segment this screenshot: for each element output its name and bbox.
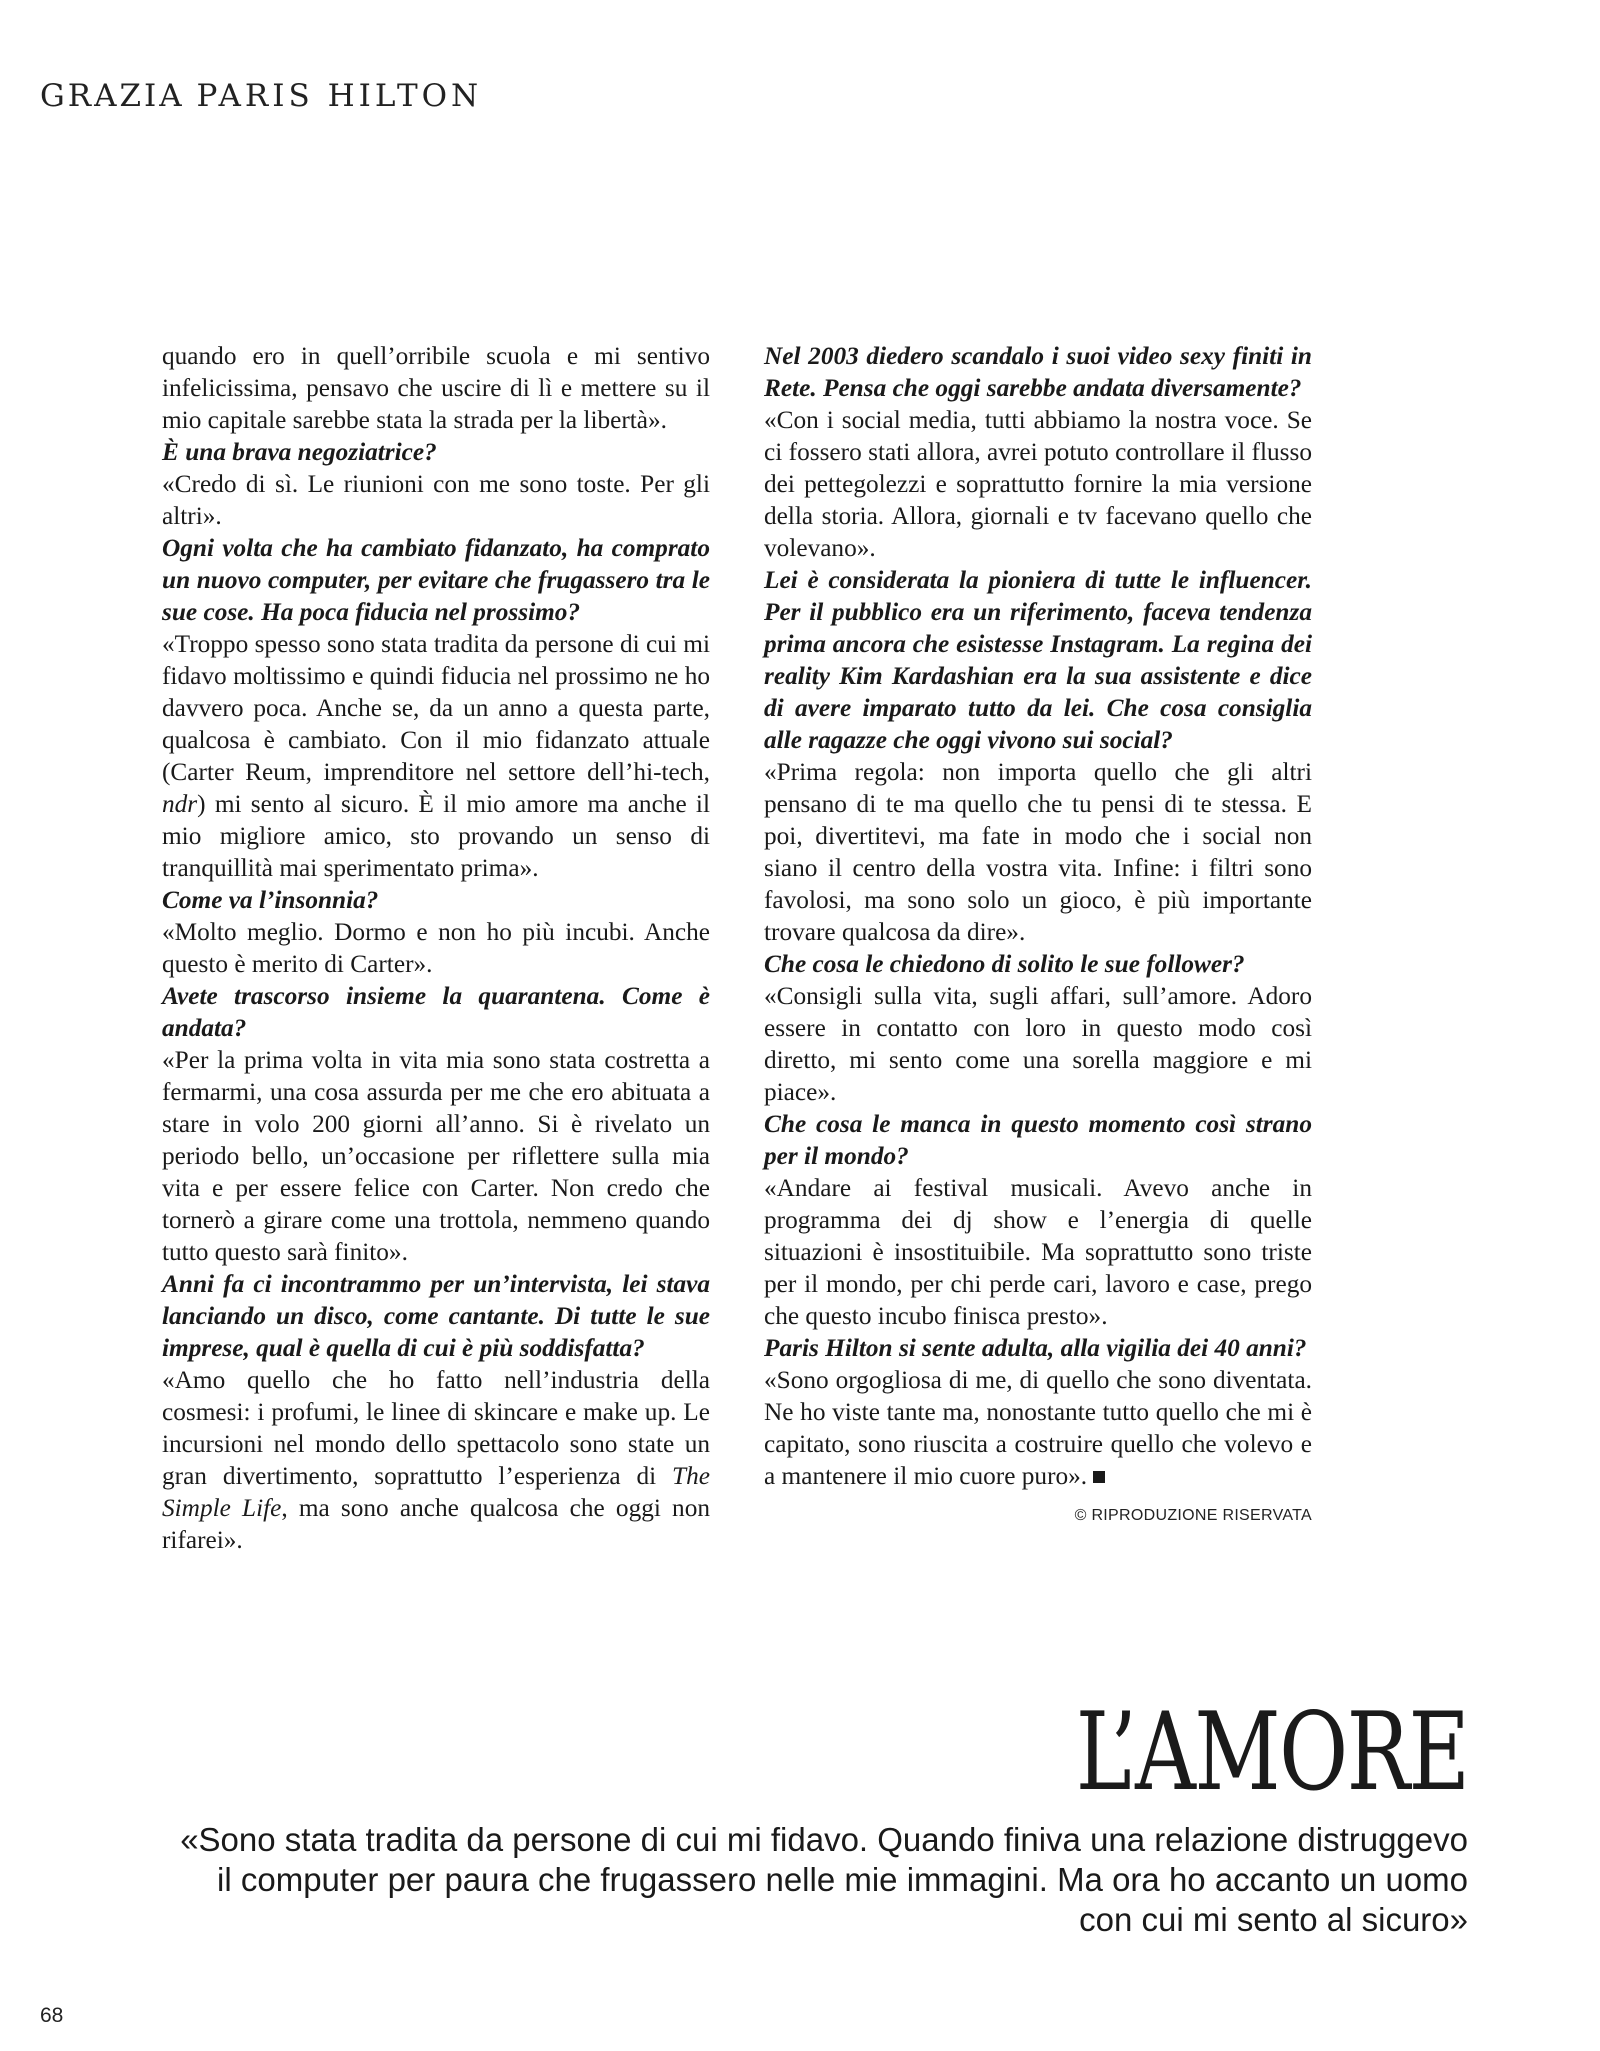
answer-text: «Per la prima volta in vita mia sono stata costretta a fermarmi, una cosa assurda per me che ero abituata a stare in volo 200 giorni all’anno. Si è rivelato un periodo bello, un’occasione per riflettere sulla mia vita e per essere felice con Carter. Non credo che tornerò a girare come una trottola, nemmeno quando tutto questo sarà finito». [162,1046,710,1266]
interview-question [764,1332,1312,1364]
question-text: Che cosa le manca in questo momento così strano per il mondo? [764,1110,1312,1170]
answer-text: «Credo di sì. Le riunioni con me sono toste. Per gli altri». [162,470,710,530]
pull-quote: «Sono stata tradita da persone di cui mi fidavo. Quando finiva una relazione distruggevo il computer per paura che frugassero nelle mie immagini. Ma ora ho accanto un uomo con cui mi sento al sicuro» [180,1821,1468,1938]
interview-answer [764,1364,1312,1492]
italic-term: ndr [162,790,198,818]
interview-answer [162,468,710,532]
interview-question [162,980,710,1044]
answer-text: «Molto meglio. Dormo e non ho più incubi. Anche questo è merito di Carter». [162,918,710,978]
article-column-right [764,340,1312,1532]
answer-text: , ma sono anche qualcosa che oggi non rifarei». [162,1494,711,1554]
question-text: Avete trascorso insieme la quarantena. Come è andata? [162,982,710,1042]
running-header [40,78,482,114]
interview-question [162,532,710,628]
answer-text: «Troppo spesso sono stata tradita da persone di cui mi fidavo moltissimo e quindi fiducia nel prossimo ne ho davvero poca. Anche se, da un anno a questa parte, qualcosa è cambiato. Con il mio fidanzato attuale (Carter Reum, imprenditore nel settore dell’hi-tech, [162,630,710,786]
interview-answer [764,1172,1312,1332]
answer-text: «Sono orgogliosa di me, di quello che sono diventata. Ne ho viste tante ma, nonostante tutto quello che mi è capitato, sono riuscita a costruire quello che volevo e a mantenere il mio cuore puro». [764,1366,1312,1490]
interview-answer [162,916,710,980]
interview-answer [764,756,1312,948]
interview-question [162,884,710,916]
section-title: L’AMORE [1075,1690,1468,1815]
question-text: Anni fa ci incontrammo per un’intervista, lei stava lanciando un disco, come cantante. Di tutte le sue imprese, qual è quella di cui è più soddisfatta? [162,1270,710,1362]
interview-question [764,564,1312,756]
answer-text: «Prima regola: non importa quello che gli altri pensano di te ma quello che tu pensi di te stessa. E poi, divertitevi, ma fate in modo che i social non siano il centro della vostra vita. Infine: i filtri sono favolosi, ma sono solo un gioco, è più importante trovare qualcosa da dire». [764,758,1312,946]
question-text: Paris Hilton si sente adulta, alla vigilia dei 40 anni? [764,1334,1307,1362]
interview-answer [162,1364,710,1556]
question-text: Ogni volta che ha cambiato fidanzato, ha comprato un nuovo computer, per evitare che frugassero tra le sue cose. Ha poca fiducia nel prossimo? [162,534,710,626]
answer-text: «Consigli sulla vita, sugli affari, sull’amore. Adoro essere in contatto con loro in questo modo così diretto, mi sento come una sorella maggiore e mi piace». [764,982,1312,1106]
interview-answer [162,340,710,436]
answer-text: «Con i social media, tutti abbiamo la nostra voce. Se ci fossero stati allora, avrei potuto controllare il flusso dei pettegolezzi e soprattutto fornire la mia versione della storia. Allora, giornali e tv facevano quello che volevano». [764,406,1312,562]
answer-text: ) mi sento al sicuro. È il mio amore ma anche il mio migliore amico, sto provando un senso di tranquillità mai sperimentato prima». [162,790,710,882]
interview-question [162,1268,710,1364]
interview-question [162,436,710,468]
interview-answer [764,404,1312,564]
question-text: Lei è considerata la pioniera di tutte le influencer. Per il pubblico era un riferimento, faceva tendenza prima ancora che esistesse Instagram. La regina dei reality Kim Kardashian era la sua assistente e dice di avere imparato tutto da lei. Che cosa consiglia alle ragazze che oggi vivono sui social? [764,566,1312,754]
question-text: Nel 2003 diedero scandalo i suoi video sexy finiti in Rete. Pensa che oggi sarebbe andata diversamente? [764,342,1312,402]
interview-question [764,340,1312,404]
answer-text: «Andare ai festival musicali. Avevo anche in programma dei dj show e l’energia di quelle situazioni è insostituibile. Ma soprattutto sono triste per il mondo, per chi perde cari, lavoro e case, prego che questo incubo finisca presto». [764,1174,1312,1330]
italic-term: The Simple Life [162,1462,710,1522]
answer-text: «Amo quello che ho fatto nell’industria della cosmesi: i profumi, le linee di skincare e make up. Le incursioni nel mondo dello spettacolo sono state un gran divertimento, soprattutto l’esperienza di [162,1366,710,1490]
copyright-notice: © RIPRODUZIONE RISERVATA [1074,1507,1312,1524]
interview-question [764,1108,1312,1172]
question-text: Che cosa le chiedono di solito le sue follower? [764,950,1245,978]
interview-question [764,948,1312,980]
magazine-brand: GRAZIA [40,78,185,114]
end-of-article-mark [1093,1471,1105,1483]
header-title: PARIS HILTON [196,78,483,114]
question-text: Come va l’insonnia? [162,886,379,914]
interview-answer [162,1044,710,1268]
article-column-left [162,340,710,1556]
interview-answer [162,628,710,884]
answer-text: quando ero in quell’orribile scuola e mi sentivo infelicissima, pensavo che uscire di lì e mettere su il mio capitale sarebbe stata la strada per la libertà». [162,342,710,434]
page-number: 68 [40,2004,64,2027]
question-text: È una brava negoziatrice? [162,438,437,466]
interview-answer [764,980,1312,1108]
